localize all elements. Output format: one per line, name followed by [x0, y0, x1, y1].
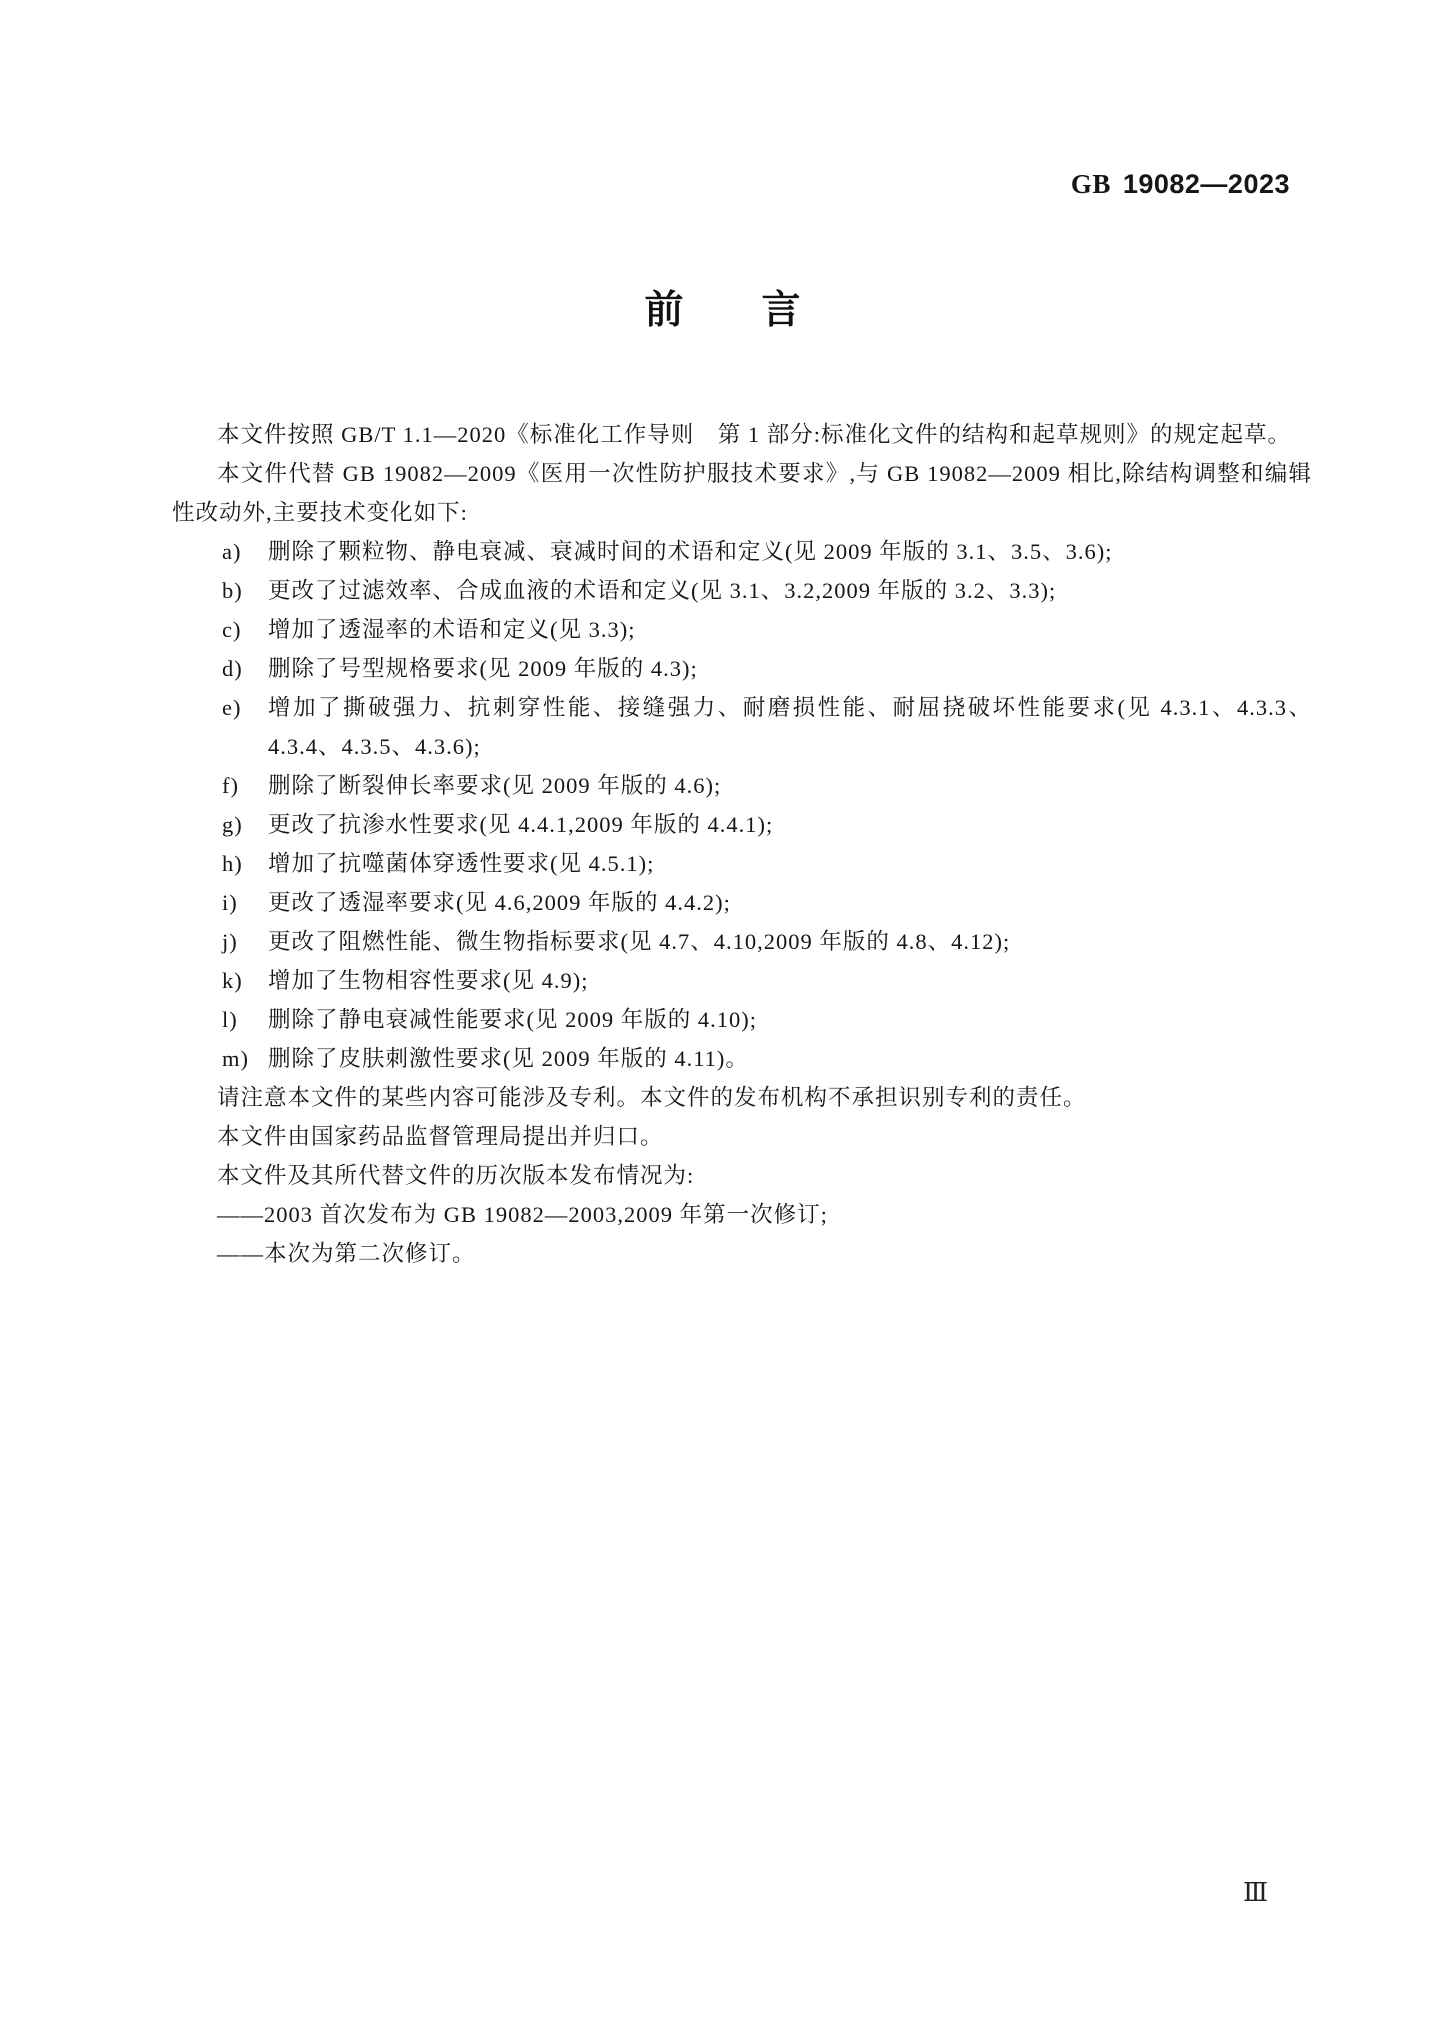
doc-code: [1071, 169, 1290, 200]
list-item-label: j): [222, 929, 238, 954]
list-item: [172, 532, 1312, 571]
paragraph-issuing-body: 本文件由国家药品监督管理局提出并归口。: [217, 1124, 664, 1149]
list-item: [172, 610, 1312, 649]
paragraph-patent-notice: 请注意本文件的某些内容可能涉及专利。本文件的发布机构不承担识别专利的责任。: [217, 1085, 1087, 1110]
list-item: [172, 883, 1312, 922]
paragraph-history-intro: 本文件及其所代替文件的历次版本发布情况为:: [217, 1163, 695, 1188]
page-number: Ⅲ: [1243, 1878, 1269, 1907]
list-item-text: 删除了皮肤刺激性要求(见 2009 年版的 4.11)。: [268, 1046, 749, 1071]
foreword-content: [172, 415, 1312, 1273]
list-item: [172, 922, 1312, 961]
list-item-label: i): [222, 890, 238, 915]
list-item: [172, 688, 1312, 766]
list-item-label: l): [222, 1007, 238, 1032]
list-item-text: 更改了阻燃性能、微生物指标要求(见 4.7、4.10,2009 年版的 4.8、4.12);: [268, 929, 1011, 954]
list-item: [172, 844, 1312, 883]
list-item: [172, 805, 1312, 844]
list-item-label: e): [222, 695, 242, 720]
list-item-text: 更改了抗渗水性要求(见 4.4.1,2009 年版的 4.4.1);: [268, 812, 774, 837]
list-item-label: c): [222, 617, 242, 642]
list-item-label: a): [222, 539, 242, 564]
paragraph-replacement-note: 本文件代替 GB 19082—2009《医用一次性防护服技术要求》,与 GB 19082—2009 相比,除结构调整和编辑性改动外,主要技术变化如下:: [172, 461, 1312, 525]
list-item: [172, 1039, 1312, 1078]
list-item-label: b): [222, 578, 243, 603]
list-item: [172, 961, 1312, 1000]
list-item-label: m): [222, 1046, 249, 1071]
list-item-text: 增加了透湿率的术语和定义(见 3.3);: [268, 617, 636, 642]
list-item-text: 更改了透湿率要求(见 4.6,2009 年版的 4.4.2);: [268, 890, 731, 915]
list-item: [172, 649, 1312, 688]
changes-list: [172, 532, 1312, 1078]
list-item: [172, 571, 1312, 610]
history-item: ——本次为第二次修订。: [217, 1241, 476, 1266]
list-item-label: h): [222, 851, 243, 876]
list-item-text: 增加了生物相容性要求(见 4.9);: [268, 968, 589, 993]
list-item-label: k): [222, 968, 243, 993]
page-title: 前 言: [644, 289, 801, 332]
list-item-text: 增加了撕破强力、抗刺穿性能、接缝强力、耐磨损性能、耐屈挠破坏性能要求(见 4.3.1、4.3.3、4.3.4、4.3.5、4.3.6);: [268, 695, 1312, 759]
list-item-label: f): [222, 773, 239, 798]
list-item-text: 删除了号型规格要求(见 2009 年版的 4.3);: [268, 656, 698, 681]
history-item: ——2003 首次发布为 GB 19082—2003,2009 年第一次修订;: [217, 1202, 828, 1227]
list-item-text: 增加了抗噬菌体穿透性要求(见 4.5.1);: [268, 851, 655, 876]
list-item-text: 更改了过滤效率、合成血液的术语和定义(见 3.1、3.2,2009 年版的 3.2、3.3);: [268, 578, 1057, 603]
paragraph-drafting-basis: 本文件按照 GB/T 1.1—2020《标准化工作导则 第 1 部分:标准化文件的结构和起草规则》的规定起草。: [217, 422, 1291, 447]
list-item-text: 删除了颗粒物、静电衰减、衰减时间的术语和定义(见 2009 年版的 3.1、3.5、3.6);: [268, 539, 1113, 564]
doc-code-number: 19082—2023: [1122, 169, 1290, 199]
list-item-label: d): [222, 656, 243, 681]
list-item-label: g): [222, 812, 243, 837]
list-item-text: 删除了断裂伸长率要求(见 2009 年版的 4.6);: [268, 773, 722, 798]
doc-code-prefix: GB: [1070, 169, 1111, 199]
list-item: [172, 766, 1312, 805]
list-item-text: 删除了静电衰减性能要求(见 2009 年版的 4.10);: [268, 1007, 757, 1032]
list-item: [172, 1000, 1312, 1039]
